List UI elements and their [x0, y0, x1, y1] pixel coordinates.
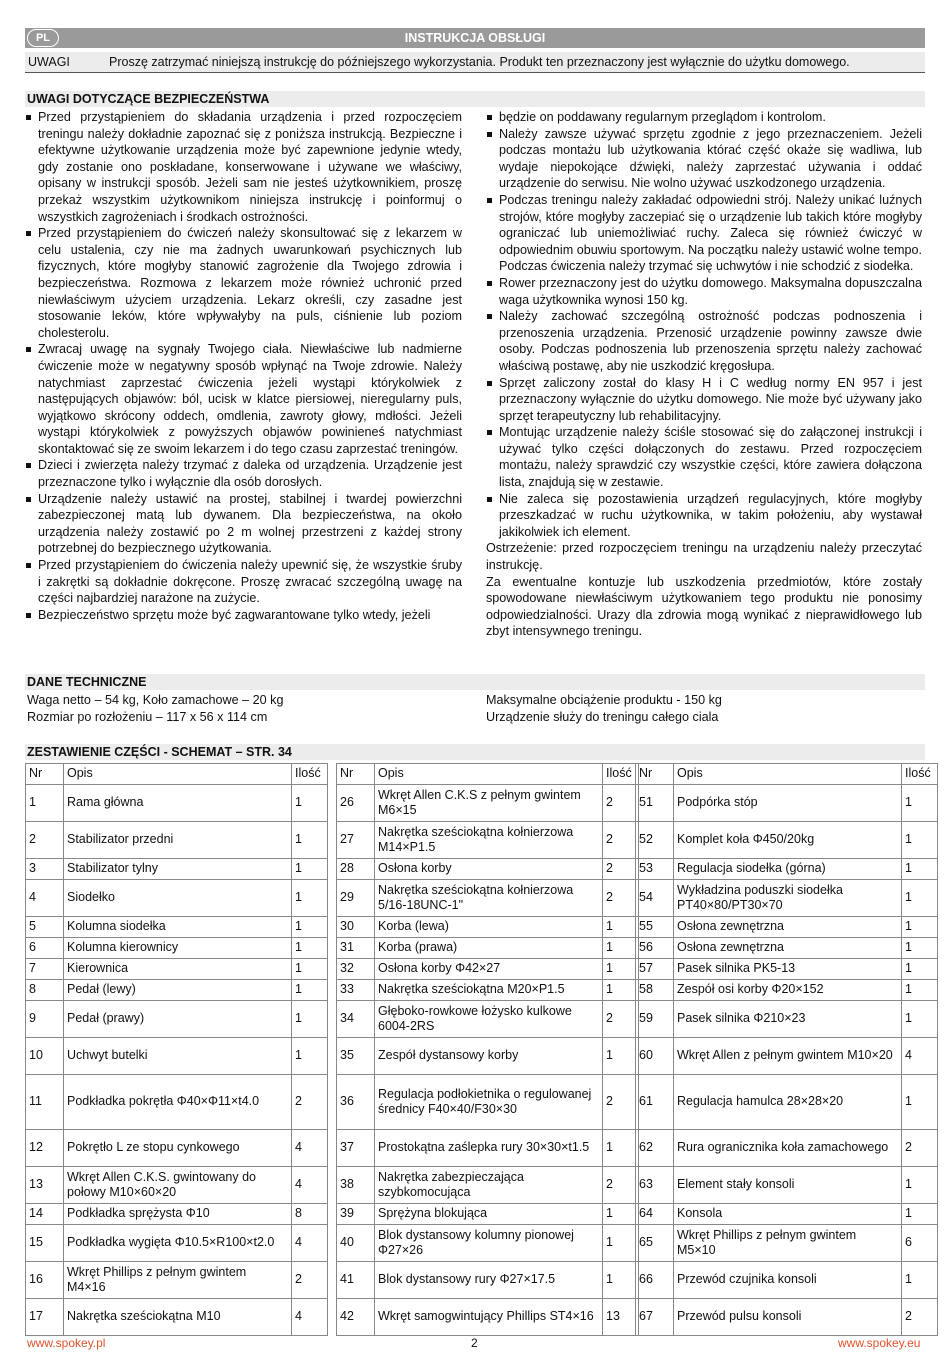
column-header: Nr: [636, 764, 674, 785]
list-item: Zwracaj uwagę na sygnały Twojego ciała. Niewłaściwe lub nadmierne ćwiczenie może w negatywny sposób wpłynąć na Twoje zdrowie. Należy natychmiast zaprzestać ćwiczenia jeżeli wystąpi którykolwiek z następujących objawów: ból, ucisk w klatce piersiowej, nieregularny puls, wyjątkowo skrócony oddech, omdlenia, zawroty głowy, mdłości. Jeżeli wystąpi którykolwiek z powyższych objawów powinieneś natychmiast skontaktować się ze swoim lekarzem i do tego czasu zaprzestać treningów.: [25, 341, 462, 457]
part-description: Korba (prawa): [375, 938, 603, 959]
part-quantity: 1: [292, 859, 328, 880]
part-description: Wkręt samogwintujący Phillips ST4×16: [375, 1299, 603, 1336]
part-quantity: 2: [603, 1167, 639, 1204]
part-description: Przewód czujnika konsoli: [674, 1262, 902, 1299]
table-row: [337, 859, 639, 880]
parts-heading: ZESTAWIENIE CZĘŚCI - SCHEMAT – STR. 34: [25, 744, 925, 760]
part-description: Pasek silnika PK5-13: [674, 959, 902, 980]
column-header: Opis: [64, 764, 292, 785]
part-description: Sprężyna blokująca: [375, 1204, 603, 1225]
part-quantity: 2: [603, 822, 639, 859]
part-number: 51: [636, 785, 674, 822]
part-number: 39: [337, 1204, 375, 1225]
table-header-row: [337, 764, 639, 785]
part-description: Nakrętka zabezpieczająca szybkomocująca: [375, 1167, 603, 1204]
table-row: [636, 822, 938, 859]
part-quantity: 8: [292, 1204, 328, 1225]
tech-left: [27, 692, 283, 725]
table-row: [636, 880, 938, 917]
part-description: Wkręt Phillips z pełnym gwintem M4×16: [64, 1262, 292, 1299]
part-description: Podkładka wygięta Φ10.5×R100×t2.0: [64, 1225, 292, 1262]
table-header-row: [26, 764, 328, 785]
part-number: 2: [26, 822, 64, 859]
table-row: [636, 785, 938, 822]
part-description: Podkładka pokrętła Φ40×Φ11×t4.0: [64, 1075, 292, 1130]
table-row: [26, 1204, 328, 1225]
table-row: [337, 917, 639, 938]
table-row: [26, 980, 328, 1001]
part-quantity: 4: [902, 1038, 938, 1075]
column-header: Nr: [337, 764, 375, 785]
part-description: Pedał (prawy): [64, 1001, 292, 1038]
table-row: [26, 1130, 328, 1167]
part-quantity: 1: [292, 880, 328, 917]
part-quantity: 1: [603, 1262, 639, 1299]
part-description: Kierownica: [64, 959, 292, 980]
part-number: 61: [636, 1075, 674, 1130]
part-description: Głęboko-rowkowe łożysko kulkowe 6004-2RS: [375, 1001, 603, 1038]
table-row: [636, 938, 938, 959]
part-description: Pasek silnika Φ210×23: [674, 1001, 902, 1038]
part-quantity: 1: [603, 980, 639, 1001]
tech-heading: DANE TECHNICZNE: [25, 674, 925, 690]
parts-table-2: [336, 763, 639, 1336]
part-description: Wkręt Allen C.K.S. gwintowany do połowy M10×60×20: [64, 1167, 292, 1204]
table-row: [337, 1204, 639, 1225]
page-number: 2: [471, 1336, 478, 1350]
part-number: 59: [636, 1001, 674, 1038]
table-row: [636, 1299, 938, 1336]
part-quantity: 6: [902, 1225, 938, 1262]
part-quantity: 1: [902, 880, 938, 917]
column-header: Opis: [375, 764, 603, 785]
part-number: 36: [337, 1075, 375, 1130]
part-number: 62: [636, 1130, 674, 1167]
part-quantity: 2: [603, 1075, 639, 1130]
table-row: [337, 1167, 639, 1204]
part-quantity: 1: [603, 917, 639, 938]
part-number: 6: [26, 938, 64, 959]
table-row: [26, 785, 328, 822]
parts-table-3: [635, 763, 938, 1336]
table-row: [26, 1038, 328, 1075]
table-row: [636, 959, 938, 980]
language-badge: PL: [27, 29, 59, 47]
table-row: [26, 917, 328, 938]
table-row: [636, 859, 938, 880]
tech-max-load: Maksymalne obciążenie produktu - 150 kg: [486, 693, 722, 707]
part-description: Przewód pulsu konsoli: [674, 1299, 902, 1336]
part-number: 60: [636, 1038, 674, 1075]
list-item: Sprzęt zaliczony został do klasy H i C według normy EN 957 i jest przeznaczony wyłącznie do użytku domowego. Nie może być używany jako sprzęt terapeutyczny lub rehabilitacyjny.: [486, 375, 922, 425]
part-number: 33: [337, 980, 375, 1001]
part-number: 29: [337, 880, 375, 917]
list-item: Montując urządzenie należy ściśle stosować się do załączonej instrukcji i używać tylko części dołączonych do zestawu. Przed rozpoczęciem montażu, należy sprawdzić czy wszystkie części, które zawiera dołączona lista, znajdują się w zestawie.: [486, 424, 922, 490]
table-row: [636, 917, 938, 938]
part-quantity: 1: [603, 1204, 639, 1225]
table-row: [26, 938, 328, 959]
part-description: Zespół osi korby Φ20×152: [674, 980, 902, 1001]
list-item: Należy zawsze używać sprzętu zgodnie z jego przeznaczeniem. Jeżeli podczas montażu lub użytkowania którać część okaże się wadliwa, lub wydaje niepokojące dźwięki, należy zaprzestać używania i oddać urządzenie do serwisu. Nie wolno używać uszkodzonego urządzenia.: [486, 126, 922, 192]
part-number: 54: [636, 880, 674, 917]
part-description: Osłona zewnętrzna: [674, 917, 902, 938]
part-description: Korba (lewa): [375, 917, 603, 938]
part-quantity: 2: [902, 1130, 938, 1167]
part-number: 37: [337, 1130, 375, 1167]
table-row: [636, 1130, 938, 1167]
table-row: [337, 785, 639, 822]
part-description: Regulacja siodełka (górna): [674, 859, 902, 880]
part-description: Zespół dystansowy korby: [375, 1038, 603, 1075]
part-description: Wkręt Allen z pełnym gwintem M10×20: [674, 1038, 902, 1075]
table-row: [26, 1167, 328, 1204]
part-description: Wkręt Phillips z pełnym gwintem M5×10: [674, 1225, 902, 1262]
part-number: 3: [26, 859, 64, 880]
part-number: 14: [26, 1204, 64, 1225]
list-item: Dzieci i zwierzęta należy trzymać z daleka od urządzenia. Urządzenie jest przeznaczone tylko i wyłącznie dla osób dorosłych.: [25, 457, 462, 490]
part-quantity: 1: [902, 938, 938, 959]
part-quantity: 2: [292, 1262, 328, 1299]
table-row: [337, 1038, 639, 1075]
part-quantity: 1: [292, 822, 328, 859]
part-number: 30: [337, 917, 375, 938]
part-quantity: 1: [902, 822, 938, 859]
part-number: 26: [337, 785, 375, 822]
part-quantity: 1: [292, 1001, 328, 1038]
part-number: 13: [26, 1167, 64, 1204]
part-number: 5: [26, 917, 64, 938]
part-number: 55: [636, 917, 674, 938]
notice-text: Proszę zatrzymać niniejszą instrukcję do późniejszego wykorzystania. Produkt ten przeznaczony jest wyłącznie do użytku domowego.: [109, 55, 850, 69]
part-number: 41: [337, 1262, 375, 1299]
part-number: 35: [337, 1038, 375, 1075]
table-row: [636, 980, 938, 1001]
table-row: [337, 822, 639, 859]
table-row: [26, 1225, 328, 1262]
part-number: 12: [26, 1130, 64, 1167]
part-number: 66: [636, 1262, 674, 1299]
header-bar: [25, 28, 925, 48]
part-description: Osłona korby: [375, 859, 603, 880]
part-number: 15: [26, 1225, 64, 1262]
table-row: [636, 1225, 938, 1262]
part-quantity: 2: [902, 1299, 938, 1336]
table-row: [636, 1262, 938, 1299]
table-row: [636, 1038, 938, 1075]
safety-left-column: [25, 109, 462, 623]
table-row: [26, 859, 328, 880]
part-quantity: 1: [292, 980, 328, 1001]
part-quantity: 1: [902, 1001, 938, 1038]
part-description: Prostokątna zaślepka rury 30×30×t1.5: [375, 1130, 603, 1167]
liability-paragraph: Za ewentualne kontuzje lub uszkodzenia przedmiotów, które zostały spowodowane niewłaściwym użytkowaniem tego produktu nie ponosimy odpowiedzialności. Urazy dla zdrowia mogą wynikać z nieprawidłowego lub zbyt intensywnego treningu.: [486, 574, 922, 639]
safety-right-column: [486, 109, 922, 640]
notice-row: [25, 52, 925, 73]
part-description: Uchwyt butelki: [64, 1038, 292, 1075]
part-quantity: 4: [292, 1225, 328, 1262]
part-description: Regulacja hamulca 28×28×20: [674, 1075, 902, 1130]
part-quantity: 1: [292, 1038, 328, 1075]
part-number: 1: [26, 785, 64, 822]
part-description: Osłona zewnętrzna: [674, 938, 902, 959]
table-row: [337, 959, 639, 980]
part-quantity: 1: [603, 1130, 639, 1167]
part-number: 4: [26, 880, 64, 917]
part-quantity: 1: [603, 959, 639, 980]
part-quantity: 1: [603, 1225, 639, 1262]
part-description: Komplet koła Φ450/20kg: [674, 822, 902, 859]
table-row: [636, 1001, 938, 1038]
column-header: Opis: [674, 764, 902, 785]
table-row: [26, 1075, 328, 1130]
part-description: Osłona korby Φ42×27: [375, 959, 603, 980]
table-row: [636, 1204, 938, 1225]
part-number: 40: [337, 1225, 375, 1262]
part-number: 65: [636, 1225, 674, 1262]
part-description: Wkręt Allen C.K.S z pełnym gwintem M6×15: [375, 785, 603, 822]
part-quantity: 1: [603, 1038, 639, 1075]
part-description: Nakrętka sześciokątna kołnierzowa 5/16-18UNC-1": [375, 880, 603, 917]
part-description: Nakrętka sześciokątna kołnierzowa M14×P1.5: [375, 822, 603, 859]
part-description: Element stały konsoli: [674, 1167, 902, 1204]
list-item: Bezpieczeństwo sprzętu może być zagwarantowane tylko wtedy, jeżeli: [25, 607, 462, 624]
tech-size: Rozmiar po rozłożeniu – 117 x 56 x 114 cm: [27, 709, 268, 724]
part-description: Rura ogranicznika koła zamachowego: [674, 1130, 902, 1167]
part-number: 32: [337, 959, 375, 980]
part-quantity: 4: [292, 1130, 328, 1167]
column-header: Nr: [26, 764, 64, 785]
part-number: 16: [26, 1262, 64, 1299]
part-quantity: 1: [902, 1204, 938, 1225]
part-quantity: 1: [902, 1262, 938, 1299]
table-row: [26, 1262, 328, 1299]
safety-right-list: [486, 109, 922, 540]
table-row: [337, 1075, 639, 1130]
part-quantity: 2: [603, 880, 639, 917]
table-header-row: [636, 764, 938, 785]
tech-right: [486, 692, 722, 725]
part-quantity: 13: [603, 1299, 639, 1336]
part-number: 10: [26, 1038, 64, 1075]
part-description: Kolumna kierownicy: [64, 938, 292, 959]
list-item: będzie on poddawany regularnym przeglądom i kontrolom.: [486, 109, 922, 126]
safety-left-list: [25, 109, 462, 623]
list-item: Przed przystąpieniem do ćwiczeń należy skonsultować się z lekarzem w celu ustalenia, czy nie ma żadnych uwarunkowań psychicznych lub fizycznych, które mogłyby stanowić zagrożenie dla Twojego zdrowia i bezpieczeństwa. Rozmowa z lekarzem może również uchronić przed niewłaściwym użyciem urządzenia. Lekarz określi, czy zasadne jest stosowanie leków, które wpływałyby na puls, ciśnienie lub poziom cholesterolu.: [25, 225, 462, 341]
part-number: 57: [636, 959, 674, 980]
part-number: 64: [636, 1204, 674, 1225]
table-row: [26, 1299, 328, 1336]
safety-heading: UWAGI DOTYCZĄCE BEZPIECZEŃSTWA: [25, 91, 925, 107]
part-number: 52: [636, 822, 674, 859]
part-description: Siodełko: [64, 880, 292, 917]
part-number: 27: [337, 822, 375, 859]
part-number: 63: [636, 1167, 674, 1204]
part-description: Blok dystansowy kolumny pionowej Φ27×26: [375, 1225, 603, 1262]
table-row: [337, 1225, 639, 1262]
part-quantity: 4: [292, 1299, 328, 1336]
table-row: [337, 980, 639, 1001]
part-description: Stabilizator tylny: [64, 859, 292, 880]
part-number: 17: [26, 1299, 64, 1336]
part-quantity: 1: [292, 938, 328, 959]
table-row: [636, 1075, 938, 1130]
part-description: Konsola: [674, 1204, 902, 1225]
list-item: Nie zaleca się pozostawienia urządzeń regulacyjnych, które mogłyby przeszkadzać w ruchu użytkownika, w takim położeniu, aby wystawał jakikolwiek ich element.: [486, 491, 922, 541]
notice-label: UWAGI: [28, 55, 70, 69]
part-number: 8: [26, 980, 64, 1001]
part-description: Stabilizator przedni: [64, 822, 292, 859]
table-row: [337, 1299, 639, 1336]
part-description: Pokrętło L ze stopu cynkowego: [64, 1130, 292, 1167]
part-quantity: 2: [292, 1075, 328, 1130]
list-item: Należy zachować szczególną ostrożność podczas podnoszenia i przenoszenia urządzenia. Przenosić urządzenie powinny zawsze dwie osoby. Podczas podnoszenia lub przenoszenia sprzętu należy zachować właściwą postawę, aby nie uszkodzić kręgosłupa.: [486, 308, 922, 374]
table-row: [337, 938, 639, 959]
part-number: 58: [636, 980, 674, 1001]
list-item: Przed przystąpieniem do składania urządzenia i przed rozpoczęciem treningu należy dokładnie zapoznać się z poniższa instrukcją. Bezpieczne i efektywne użytkowanie urządzenia może być zapewnione jedynie wtedy, gdy zostanie ono poskładane, konserwowane i używane we właściwy, opisany w instrukcji sposób. Jeżeli sam nie jesteś użytkownikiem, proszę przekaż wszystkim użytkownikom niniejsza instrukcję i poinformuj o wszystkich zagrożeniach i środkach ostrożności.: [25, 109, 462, 225]
part-number: 7: [26, 959, 64, 980]
part-description: Nakrętka sześciokątna M20×P1.5: [375, 980, 603, 1001]
page-title: INSTRUKCJA OBSŁUGI: [404, 31, 546, 45]
part-quantity: 2: [603, 859, 639, 880]
part-quantity: 1: [292, 785, 328, 822]
table-row: [337, 880, 639, 917]
part-number: 11: [26, 1075, 64, 1130]
part-quantity: 2: [603, 785, 639, 822]
part-number: 56: [636, 938, 674, 959]
table-row: [26, 959, 328, 980]
part-description: Podkładka sprężysta Φ10: [64, 1204, 292, 1225]
part-description: Kolumna siodełka: [64, 917, 292, 938]
part-description: Podpórka stóp: [674, 785, 902, 822]
part-description: Wykładzina poduszki siodełka PT40×80/PT30×70: [674, 880, 902, 917]
part-quantity: 1: [902, 785, 938, 822]
table-row: [337, 1001, 639, 1038]
part-quantity: 1: [902, 859, 938, 880]
list-item: Urządzenie należy ustawić na prostej, stabilnej i twardej powierzchni zabezpieczonej matą lub dywanem. Dla bezpieczeństwa, na około urządzenia należy zostawić po 2 m wolnej przestrzeni z każdej strony potrzebnej do bezpiecznego użytkowania.: [25, 491, 462, 557]
part-number: 9: [26, 1001, 64, 1038]
part-quantity: 1: [292, 959, 328, 980]
part-quantity: 4: [292, 1167, 328, 1204]
list-item: Przed przystąpieniem do ćwiczenia należy upewnić się, że wszystkie śruby i zakrętki są dokładnie dokręcone. Proszę zwracać szczególną uwagę na części najbardziej narażone na zużycie.: [25, 557, 462, 607]
part-description: Nakrętka sześciokątna M10: [64, 1299, 292, 1336]
part-description: Rama główna: [64, 785, 292, 822]
part-description: Regulacja podłokietnika o regulowanej średnicy F40×40/F30×30: [375, 1075, 603, 1130]
part-quantity: 1: [902, 1075, 938, 1130]
column-header: Ilość: [292, 764, 328, 785]
part-description: Pedał (lewy): [64, 980, 292, 1001]
part-number: 67: [636, 1299, 674, 1336]
part-quantity: 1: [902, 980, 938, 1001]
list-item: Rower przeznaczony jest do użytku domowego. Maksymalna dopuszczalna waga użytkownika wynosi 150 kg.: [486, 275, 922, 308]
table-row: [337, 1262, 639, 1299]
footer-link-eu[interactable]: www.spokey.eu: [838, 1336, 921, 1350]
list-item: Podczas treningu należy zakładać odpowiedni strój. Należy unikać luźnych strojów, które mogłyby zaczepiać się o urządzenie lub takich które mogłyby ograniczać lub uniemożliwiać ruchy. Zaleca się również ćwiczyć w odpowiednim obuwiu sportowym. Na początku należy ustawić wolne tempo. Podczas ćwiczenia należy trzymać się uchwytów i nie schodzić z siodełka.: [486, 192, 922, 275]
part-number: 31: [337, 938, 375, 959]
table-row: [337, 1130, 639, 1167]
column-header: Ilość: [603, 764, 639, 785]
part-quantity: 2: [603, 1001, 639, 1038]
part-number: 28: [337, 859, 375, 880]
table-row: [26, 822, 328, 859]
part-description: Blok dystansowy rury Φ27×17.5: [375, 1262, 603, 1299]
tech-purpose: Urządzenie służy do treningu całego ciala: [486, 709, 719, 724]
part-number: 42: [337, 1299, 375, 1336]
footer-link-pl[interactable]: www.spokey.pl: [27, 1336, 106, 1350]
tech-weight: Waga netto – 54 kg, Koło zamachowe – 20 kg: [27, 693, 284, 707]
part-number: 53: [636, 859, 674, 880]
part-quantity: 1: [902, 1167, 938, 1204]
part-number: 34: [337, 1001, 375, 1038]
parts-table-1: [25, 763, 328, 1336]
table-row: [636, 1167, 938, 1204]
table-row: [26, 1001, 328, 1038]
table-row: [26, 880, 328, 917]
part-quantity: 1: [902, 959, 938, 980]
part-quantity: 1: [603, 938, 639, 959]
column-header: Ilość: [902, 764, 938, 785]
warning-paragraph: Ostrzeżenie: przed rozpoczęciem treningu na urządzeniu należy przeczytać instrukcję.: [486, 541, 922, 573]
part-number: 38: [337, 1167, 375, 1204]
part-quantity: 1: [902, 917, 938, 938]
part-quantity: 1: [292, 917, 328, 938]
